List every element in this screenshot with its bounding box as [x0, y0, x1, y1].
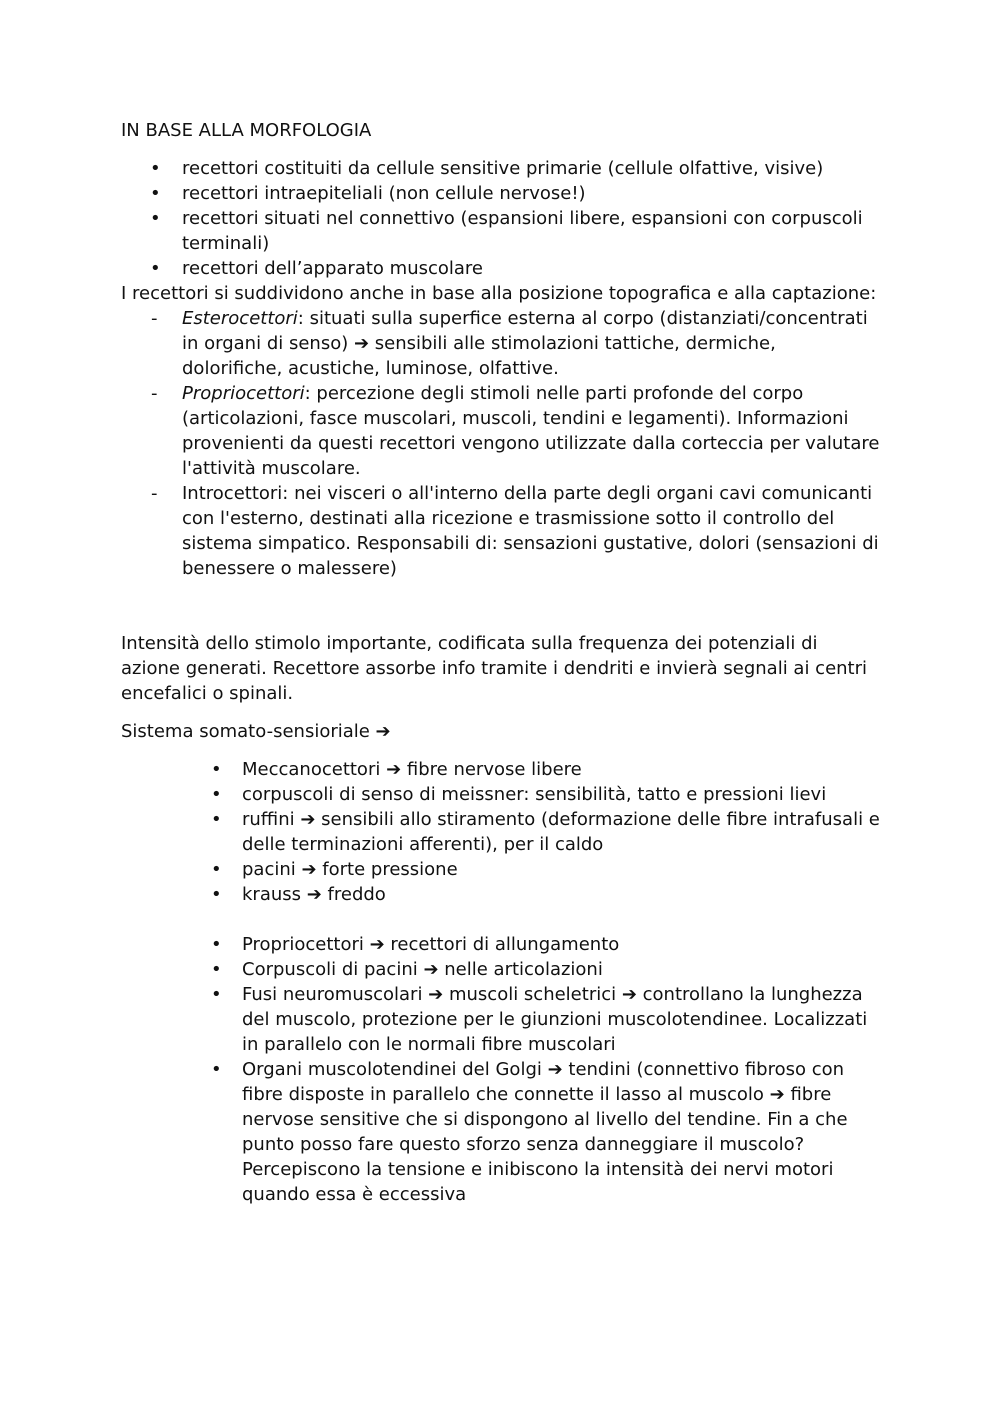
intensity-paragraph: Intensità dello stimolo importante, codificata sulla frequenza dei potenziali di azione generati. Recettore assorbe info tramite i dendriti e invierà segnali ai centri encefalici o spinali. [121, 633, 868, 704]
proprioceptor-list [121, 932, 881, 1207]
term: Propriocettori [182, 383, 305, 404]
list-item: • corpuscoli di senso di meissner: sensibilità, tatto e pressioni lievi [121, 782, 881, 807]
topographic-list [121, 306, 881, 581]
list-item: • Meccanocettori ➔ fibre nervose libere [121, 757, 881, 782]
spacer [121, 907, 881, 932]
list-item: • recettori situati nel connettivo (espansioni libere, espansioni con corpuscoli terminali) [121, 206, 881, 256]
list-item: • Organi muscolotendinei del Golgi ➔ tendini (connettivo fibroso con fibre disposte in parallelo che connette il lasso al muscolo ➔ fibre nervose sensitive che si dispongono al livello del tendine. Fin a che punto posso fare questo sforzo senza danneggiare il muscolo? Percepiscono la tensione e inibiscono la intensità dei nervi motori quando essa è eccessiva [121, 1057, 881, 1207]
list-item: • Corpuscoli di pacini ➔ nelle articolazioni [121, 957, 881, 982]
section-heading: IN BASE ALLA MORFOLOGIA [121, 120, 372, 141]
term-description: : situati sulla superfice esterna al corpo (distanziati/concentrati in organi di senso) ➔ sensibili alle stimolazioni tattiche, dermiche, dolorifiche, acustiche, luminose, olfattive. [182, 308, 868, 379]
intro-paragraph: I recettori si suddividono anche in base alla posizione topografica e alla captazione: [121, 283, 877, 304]
list-item: • Propriocettori ➔ recettori di allungamento [121, 932, 881, 957]
list-item [121, 306, 881, 381]
list-item: • pacini ➔ forte pressione [121, 857, 881, 882]
term-description: : nei visceri o all'interno della parte degli organi cavi comunicanti con l'esterno, destinati alla ricezione e trasmissione sotto il controllo del sistema simpatico. Responsabili di: sensazioni gustative, dolori (sensazioni di benessere o malessere) [182, 483, 879, 579]
list-item: • Fusi neuromuscolari ➔ muscoli scheletrici ➔ controllano la lunghezza del muscolo, protezione per le giunzioni muscolotendinee. Localizzati in parallelo con le normali fibre muscolari [121, 982, 881, 1057]
list-item: • recettori costituiti da cellule sensitive primarie (cellule olfattive, visive) [121, 156, 881, 181]
document-body [121, 118, 881, 1207]
list-item: • ruffini ➔ sensibili allo stiramento (deformazione delle fibre intrafusali e delle terminazioni afferenti), per il caldo [121, 807, 881, 857]
term: Introcettori [182, 483, 283, 504]
term-description: : percezione degli stimoli nelle parti profonde del corpo (articolazioni, fasce muscolari, muscoli, tendini e legamenti). Informazioni provenienti da questi recettori vengono utilizzate dalla corteccia per valutare l'attività muscolare. [182, 383, 880, 479]
somato-title: Sistema somato-sensioriale ➔ [121, 721, 391, 742]
list-item: • krauss ➔ freddo [121, 882, 881, 907]
morphology-list [121, 156, 881, 281]
list-item: • recettori dell’apparato muscolare [121, 256, 881, 281]
term: Esterocettori [182, 308, 298, 329]
list-item [121, 381, 881, 481]
list-item: • recettori intraepiteliali (non cellule nervose!) [121, 181, 881, 206]
mechanoreceptor-list [121, 757, 881, 907]
spacer [121, 581, 881, 631]
list-item [121, 481, 881, 581]
